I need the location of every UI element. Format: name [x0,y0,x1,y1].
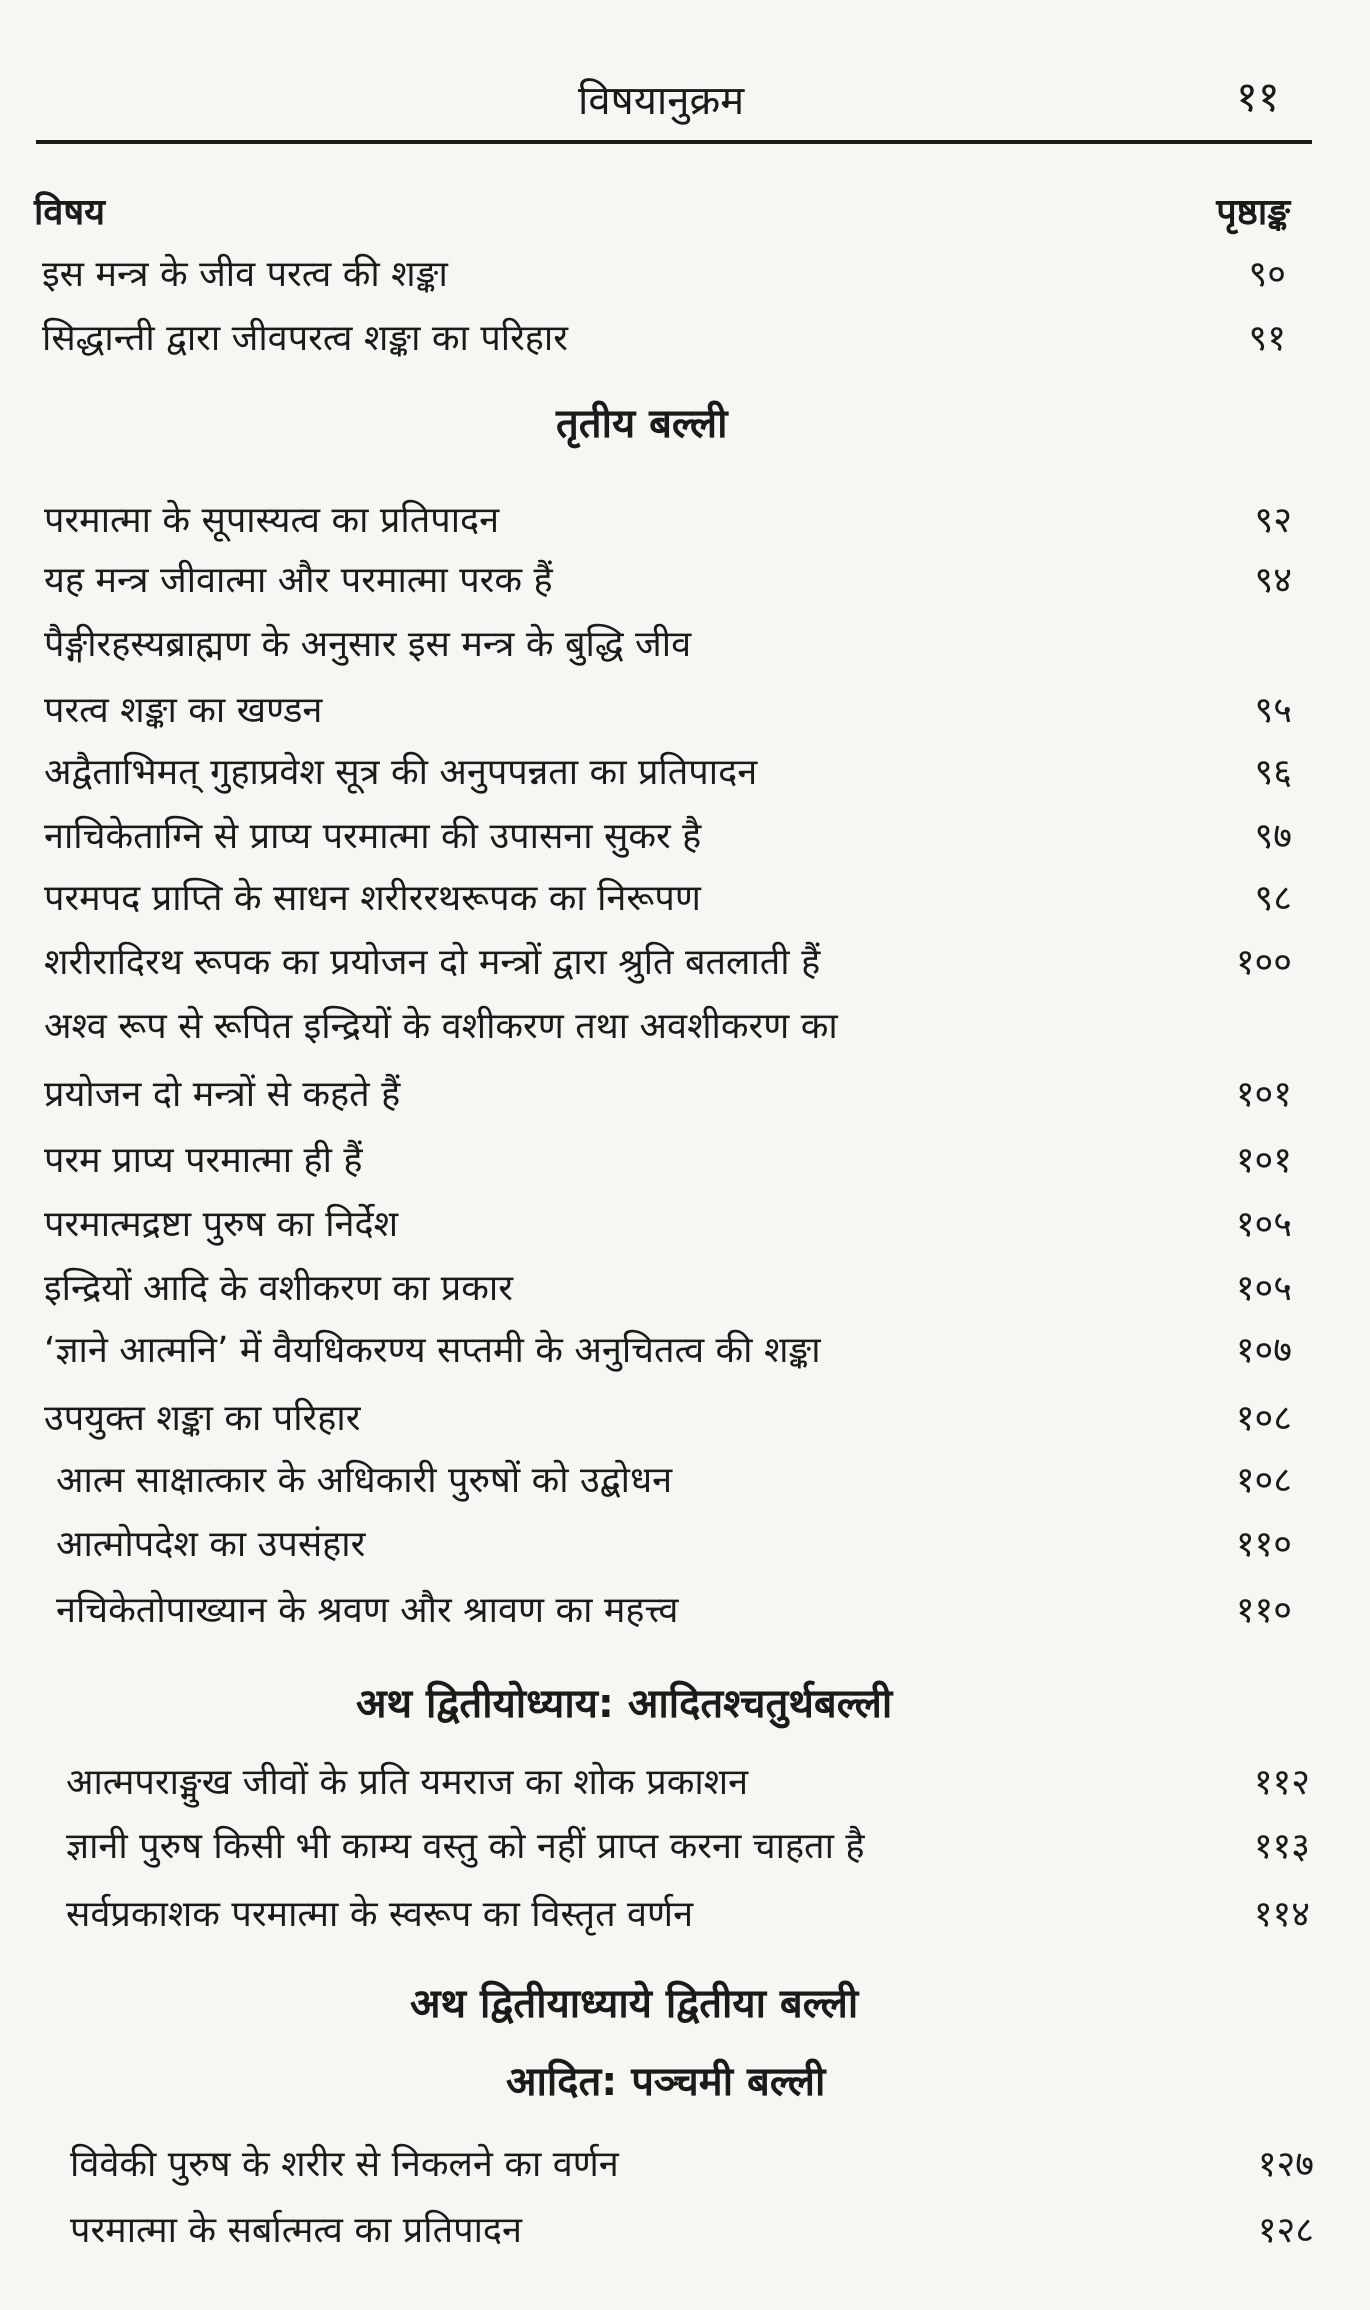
toc-entry-text: परमपद प्राप्ति के साधन शरीररथरूपक का निरूपण [44,878,701,919]
section-heading-text: अथ द्वितीयोध्याय: आदितश्चतुर्थबल्ली [356,1681,893,1727]
toc-entry-page: १०१ [1235,1140,1292,1181]
toc-entry-page: १०७ [1235,1330,1292,1371]
toc-entry-page: १०५ [1235,1268,1292,1309]
toc-entry-text: उपयुक्त शङ्का का परिहार [44,1398,361,1439]
toc-entry-text: विवेकी पुरुष के शरीर से निकलने का वर्णन [70,2144,619,2185]
toc-entry-text: अद्वैताभिमत् गुहाप्रवेश सूत्र की अनुपपन्नता का प्रतिपादन [44,752,758,793]
toc-entry-page: ९१ [1248,318,1286,359]
toc-entry-text: परत्व शङ्का का खण्डन [44,690,323,731]
toc-entry-text: परमात्मा के सर्बात्मत्व का प्रतिपादन [70,2210,522,2251]
section-heading-text: तृतीय बल्ली [556,401,728,447]
toc-entry-page: १०१ [1235,1074,1292,1115]
toc-entry-text: परमात्मद्रष्टा पुरुष का निर्देश [44,1204,399,1245]
toc-entry-text: आत्म साक्षात्कार के अधिकारी पुरुषों को उद्बोधन [56,1460,673,1501]
toc-entry-page: ९७ [1254,816,1292,857]
column-header-page: पृष्ठाङ्क [1216,192,1290,233]
toc-entry-page: १२७ [1257,2144,1314,2185]
toc-entry-page: १०८ [1235,1460,1292,1501]
toc-entry-text: नचिकेतोपाख्यान के श्रवण और श्रावण का महत्त्व [56,1590,679,1631]
toc-entry-page: ११० [1235,1524,1292,1565]
toc-entry-text: नाचिकेताग्नि से प्राप्य परमात्मा की उपासना सुकर है [44,816,702,857]
toc-entry-text: प्रयोजन दो मन्त्रों से कहते हैं [44,1074,401,1115]
running-header-title: विषयानुक्रम [578,78,745,124]
toc-entry-text: परमात्मा के सूपास्यत्व का प्रतिपादन [44,500,500,541]
toc-entry-page: १०८ [1235,1398,1292,1439]
toc-entry-text: सिद्धान्ती द्वारा जीवपरत्व शङ्का का परिहार [42,318,568,359]
toc-entry-page: १०५ [1235,1204,1292,1245]
header-rule [36,140,1312,144]
toc-entry-text: सर्वप्रकाशक परमात्मा के स्वरूप का विस्तृत वर्णन [66,1894,694,1935]
toc-entry-page: ११० [1235,1590,1292,1631]
toc-entry-page: ९५ [1254,690,1292,731]
toc-entry-text: ‘ज्ञाने आत्मनि’ में वैयधिकरण्य सप्तमी के अनुचितत्व की शङ्का [44,1330,821,1371]
toc-entry-text: शरीरादिरथ रूपक का प्रयोजन दो मन्त्रों द्वारा श्रुति बतलाती हैं [44,942,821,983]
column-header-subject: विषय [34,192,106,233]
toc-entry-text: परम प्राप्य परमात्मा ही हैं [44,1140,363,1181]
toc-entry-page: ९० [1248,254,1286,295]
toc-entry-page: ९८ [1254,878,1292,919]
toc-entry-text: पैङ्गीरहस्यब्राह्मण के अनुसार इस मन्त्र के बुद्धि जीव [44,624,692,665]
toc-entry-page: ११४ [1253,1894,1310,1935]
toc-entry-page: ११२ [1253,1762,1310,1803]
toc-entry-page: ९६ [1254,752,1292,793]
section-heading-text: अथ द्वितीयाध्याये द्वितीया बल्ली [410,1981,859,2027]
toc-entry-page: ९२ [1254,500,1292,541]
toc-entry-page: १०० [1235,942,1292,983]
section-heading-text: आदित: पञ्चमी बल्ली [506,2059,826,2105]
toc-entry-page: ११३ [1253,1826,1310,1867]
toc-entry-text: इन्द्रियों आदि के वशीकरण का प्रकार [44,1268,513,1309]
running-header-page-number: ११ [1236,72,1280,121]
toc-entry-page: १२८ [1257,2210,1314,2251]
toc-entry-text: आत्मपराङ्मुख जीवों के प्रति यमराज का शोक प्रकाशन [66,1762,749,1803]
toc-entry-page: ९४ [1254,560,1292,601]
toc-entry-text: अश्व रूप से रूपित इन्द्रियों के वशीकरण तथा अवशीकरण का [44,1006,838,1047]
toc-entry-text: आत्मोपदेश का उपसंहार [56,1524,366,1565]
toc-entry-text: ज्ञानी पुरुष किसी भी काम्य वस्तु को नहीं प्राप्त करना चाहता है [66,1826,865,1867]
toc-entry-text: यह मन्त्र जीवात्मा और परमात्मा परक हैं [44,560,553,601]
toc-entry-text: इस मन्त्र के जीव परत्व की शङ्का [42,254,448,295]
